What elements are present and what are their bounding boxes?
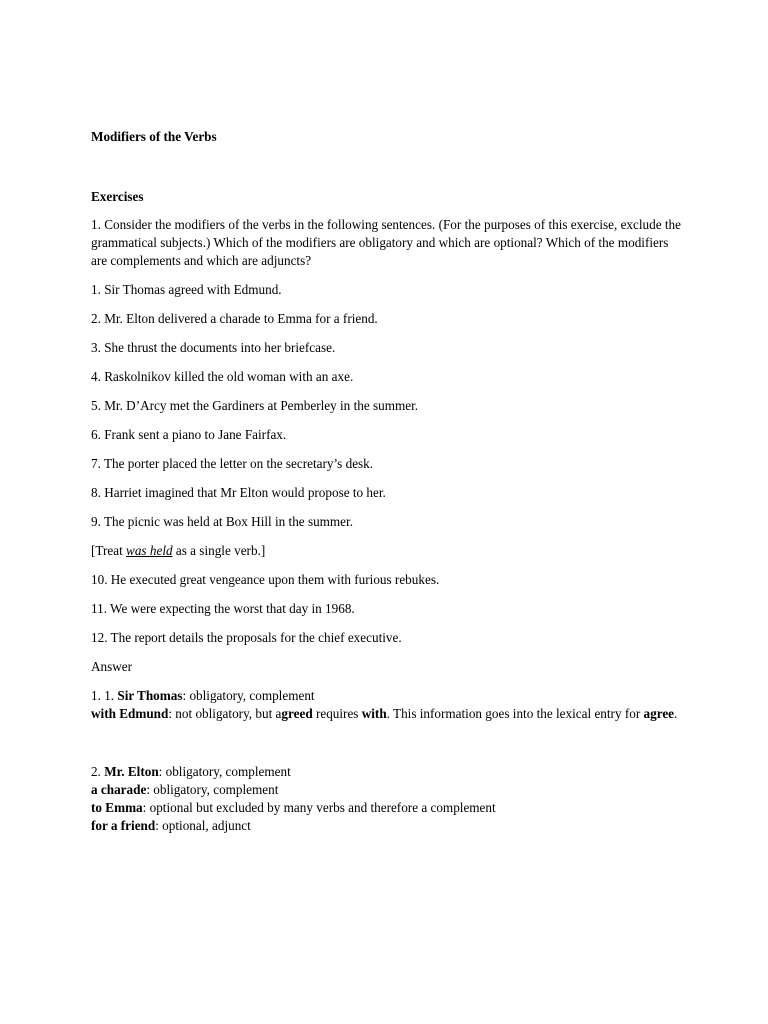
treat-note bbox=[91, 542, 681, 560]
document-content bbox=[91, 128, 681, 835]
answer-2-line-4 bbox=[91, 817, 681, 835]
answer-2-term-a-charade: a charade bbox=[91, 782, 147, 797]
sentence-2: 2. Mr. Elton delivered a charade to Emma for a friend. bbox=[91, 311, 378, 326]
answer-2-text-1: : obligatory, complement bbox=[158, 764, 291, 779]
answer-2-prefix: 2. bbox=[91, 764, 105, 779]
answer-1-term-subject: Sir Thomas bbox=[117, 688, 183, 703]
sentence-12: 12. The report details the proposals for the chief executive. bbox=[91, 630, 402, 645]
answer-2-term-to-emma: to Emma bbox=[91, 800, 143, 815]
answer-2-text-3: : optional but excluded by many verbs and therefore a complement bbox=[142, 800, 496, 815]
answer-2-line-3 bbox=[91, 799, 681, 817]
answer-2-term-for-a-friend: for a friend bbox=[91, 818, 156, 833]
sentence-10: 10. He executed great vengeance upon them with furious rebukes. bbox=[91, 572, 440, 587]
sentence-9: 9. The picnic was held at Box Hill in the summer. bbox=[91, 514, 353, 529]
answer-2 bbox=[91, 763, 681, 835]
sentence-11: 11. We were expecting the worst that day in 1968. bbox=[91, 601, 355, 616]
answer-1-line-1 bbox=[91, 687, 681, 705]
sentence-8: 8. Harriet imagined that Mr Elton would propose to her. bbox=[91, 485, 386, 500]
sentence-1: 1. Sir Thomas agreed with Edmund. bbox=[91, 282, 282, 297]
answer-1-text-e: . This information goes into the lexical entry for bbox=[386, 706, 644, 721]
sentence-list bbox=[91, 281, 681, 647]
sentence-4: 4. Raskolnikov killed the old woman with an axe. bbox=[91, 369, 354, 384]
sentence-5: 5. Mr. D’Arcy met the Gardiners at Pemberley in the summer. bbox=[91, 398, 419, 413]
document-title: Modifiers of the Verbs bbox=[91, 129, 217, 144]
answer-1-term-with-edmund: with Edmund bbox=[91, 706, 169, 721]
answer-1-bold-with: with bbox=[361, 706, 387, 721]
exercise-intro: 1. Consider the modifiers of the verbs in the following sentences. (For the purposes of this exercise, exclude the grammatical subjects.) Which of the modifiers are obligatory and which are optional? Which of the modifiers are complements and which are adjuncts? bbox=[91, 217, 681, 268]
answer-1-line-2 bbox=[91, 705, 681, 723]
answer-2-text-2: : obligatory, complement bbox=[146, 782, 279, 797]
answer-1-prefix: 1. 1. bbox=[91, 688, 118, 703]
answer-1-bold-greed: greed bbox=[281, 706, 313, 721]
answer-heading: Answer bbox=[91, 659, 133, 674]
answer-1-bold-agree: agree bbox=[643, 706, 675, 721]
answer-1-text-c: requires bbox=[312, 706, 362, 721]
exercises-heading: Exercises bbox=[91, 189, 144, 204]
answer-2-line-1 bbox=[91, 763, 681, 781]
answer-1-text-g: . bbox=[674, 706, 678, 721]
answer-1-text-a: : not obligatory, but a bbox=[168, 706, 282, 721]
treat-note-term: was held bbox=[126, 543, 173, 558]
answer-2-term-mr-elton: Mr. Elton bbox=[104, 764, 159, 779]
treat-note-before: [Treat bbox=[91, 543, 127, 558]
treat-note-after: as a single verb.] bbox=[172, 543, 266, 558]
answer-2-text-4: : optional, adjunct bbox=[155, 818, 251, 833]
sentence-6: 6. Frank sent a piano to Jane Fairfax. bbox=[91, 427, 287, 442]
answer-2-line-2 bbox=[91, 781, 681, 799]
answer-1-text-subject: : obligatory, complement bbox=[182, 688, 315, 703]
sentence-7: 7. The porter placed the letter on the secretary’s desk. bbox=[91, 456, 374, 471]
answer-1 bbox=[91, 687, 681, 723]
sentence-3: 3. She thrust the documents into her briefcase. bbox=[91, 340, 336, 355]
